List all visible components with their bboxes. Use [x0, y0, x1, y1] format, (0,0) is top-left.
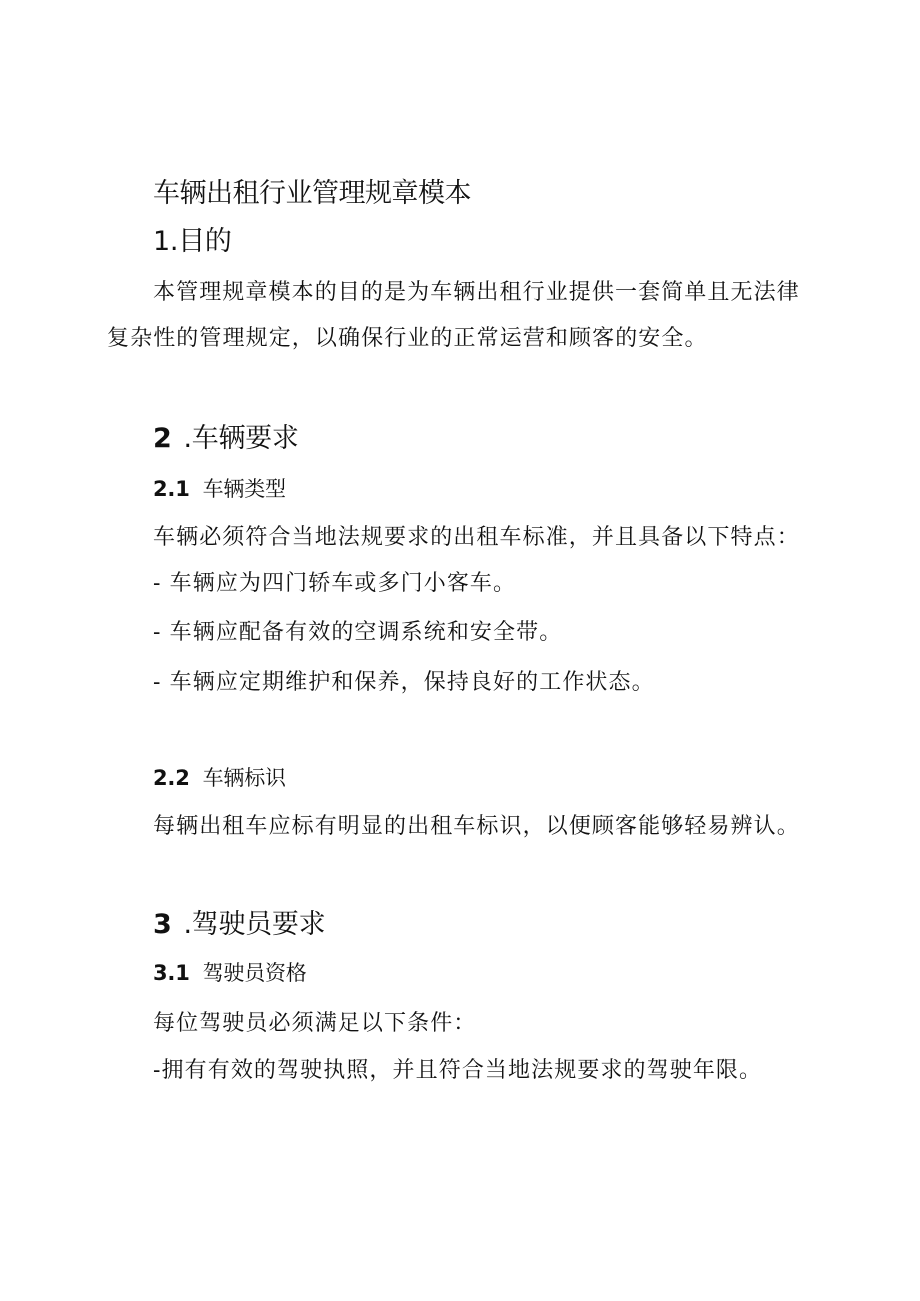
subsection-2-1-number: 2.1 [153, 477, 190, 501]
subsection-2-1-intro: 车辆必须符合当地法规要求的出租车标准，并且具备以下特点： [153, 525, 800, 550]
section-2-title: .车辆要求 [183, 423, 299, 454]
subsection-2-2-number: 2.2 [153, 766, 190, 790]
subsection-3-1-number: 3.1 [153, 961, 190, 985]
subsection-2-1-title: 车辆类型 [202, 477, 286, 501]
section-3-heading [153, 911, 325, 938]
section-2-heading [153, 425, 299, 452]
subsection-3-1-heading [153, 963, 307, 984]
subsection-2-2-paragraph: 每辆出租车应标有明显的出租车标识，以便顾客能够轻易辨认。 [153, 814, 800, 839]
document-title: 车辆出租行业管理规章模本 [153, 178, 471, 209]
section-2-number: 2 [153, 423, 172, 454]
section-1-paragraph-line-2: 复杂性的管理规定，以确保行业的正常运营和顾客的安全。 [107, 326, 708, 351]
subsection-2-2-title: 车辆标识 [202, 766, 286, 790]
section-3-number: 3 [153, 909, 172, 940]
subsection-2-1-heading [153, 479, 286, 500]
subsection-2-1-bullet-3: - 车辆应定期维护和保养，保持良好的工作状态。 [153, 670, 655, 695]
subsection-2-2-heading [153, 768, 286, 789]
section-1-paragraph-line-1: 本管理规章模本的目的是为车辆出租行业提供一套简单且无法律 [153, 280, 800, 305]
section-1-heading: 1.目的 [153, 226, 232, 257]
subsection-2-1-bullet-1: - 车辆应为四门轿车或多门小客车。 [153, 571, 517, 596]
subsection-3-1-bullet-1: -拥有有效的驾驶执照，并且符合当地法规要求的驾驶年限。 [153, 1058, 763, 1083]
subsection-3-1-title: 驾驶员资格 [202, 961, 307, 985]
subsection-2-1-bullet-2: - 车辆应配备有效的空调系统和安全带。 [153, 620, 563, 645]
section-3-title: .驾驶员要求 [183, 909, 326, 940]
subsection-3-1-intro: 每位驾驶员必须满足以下条件： [153, 1011, 477, 1036]
